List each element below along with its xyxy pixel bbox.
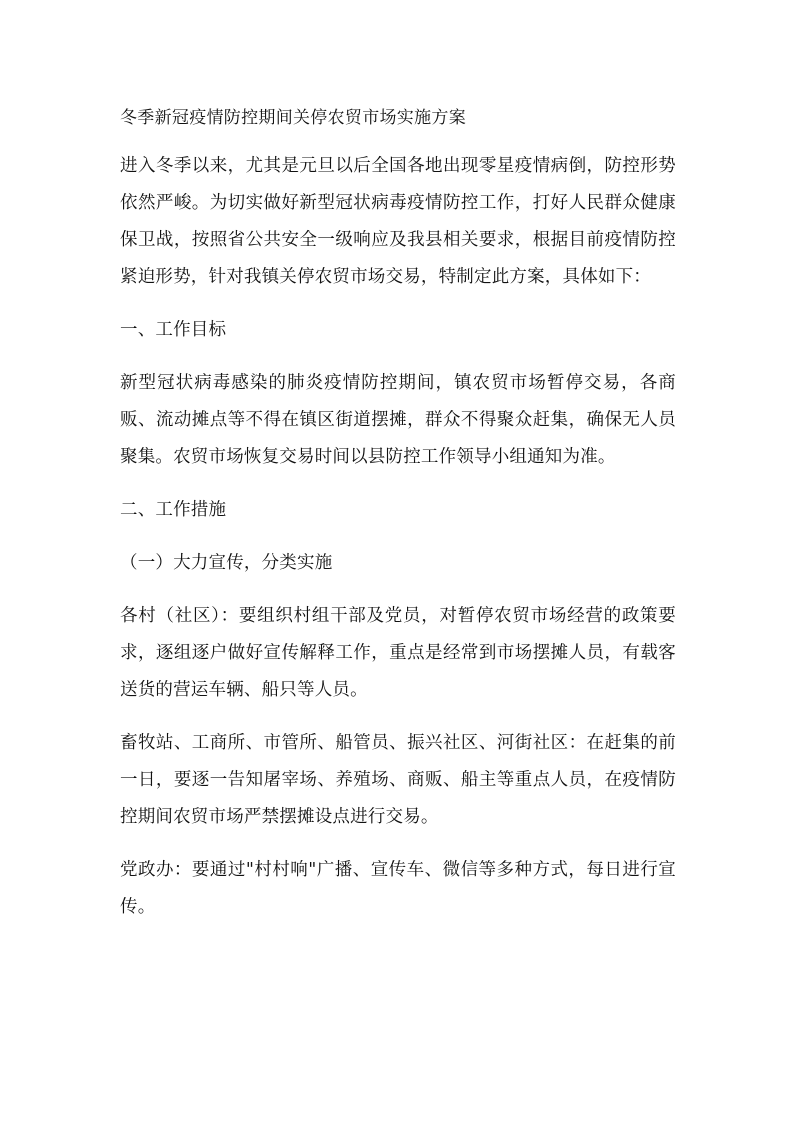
document-body — [120, 100, 676, 942]
stations-paragraph: 畜牧站、工商所、市管所、船管员、振兴社区、河街社区：在赶集的前一日，要逐一告知屠宰场、养殖场、商贩、船主等重点人员，在疫情防控期间农贸市场严禁摆摊设点进行交易。 — [120, 733, 676, 827]
office-paragraph: 党政办：要通过"村村响"广播、宣传车、微信等多种方式，每日进行宣传。 — [120, 860, 676, 917]
section-heading-goals: 一、工作目标 — [120, 320, 227, 340]
subsection-heading-publicity: （一）大力宣传，分类实施 — [120, 553, 333, 573]
document-title: 冬季新冠疫情防控期间关停农贸市场实施方案 — [120, 108, 466, 128]
goals-paragraph: 新型冠状病毒感染的肺炎疫情防控期间，镇农贸市场暂停交易，各商贩、流动摊点等不得在镇区街道摆摊，群众不得聚众赶集，确保无人员聚集。农贸市场恢复交易时间以县防控工作领导小组通知为准。 — [120, 373, 676, 467]
section-heading-measures: 二、工作措施 — [120, 500, 227, 520]
villages-paragraph: 各村（社区）：要组织村组干部及党员，对暂停农贸市场经营的政策要求，逐组逐户做好宣传解释工作，重点是经常到市场摆摊人员，有载客送货的营运车辆、船只等人员。 — [120, 606, 676, 700]
intro-paragraph: 进入冬季以来，尤其是元旦以后全国各地出现零星疫情病倒，防控形势依然严峻。为切实做好新型冠状病毒疫情防控工作，打好人民群众健康保卫战，按照省公共安全一级响应及我县相关要求，根据目前疫情防控紧迫形势，针对我镇关停农贸市场交易，特制定此方案，具体如下： — [120, 156, 676, 287]
